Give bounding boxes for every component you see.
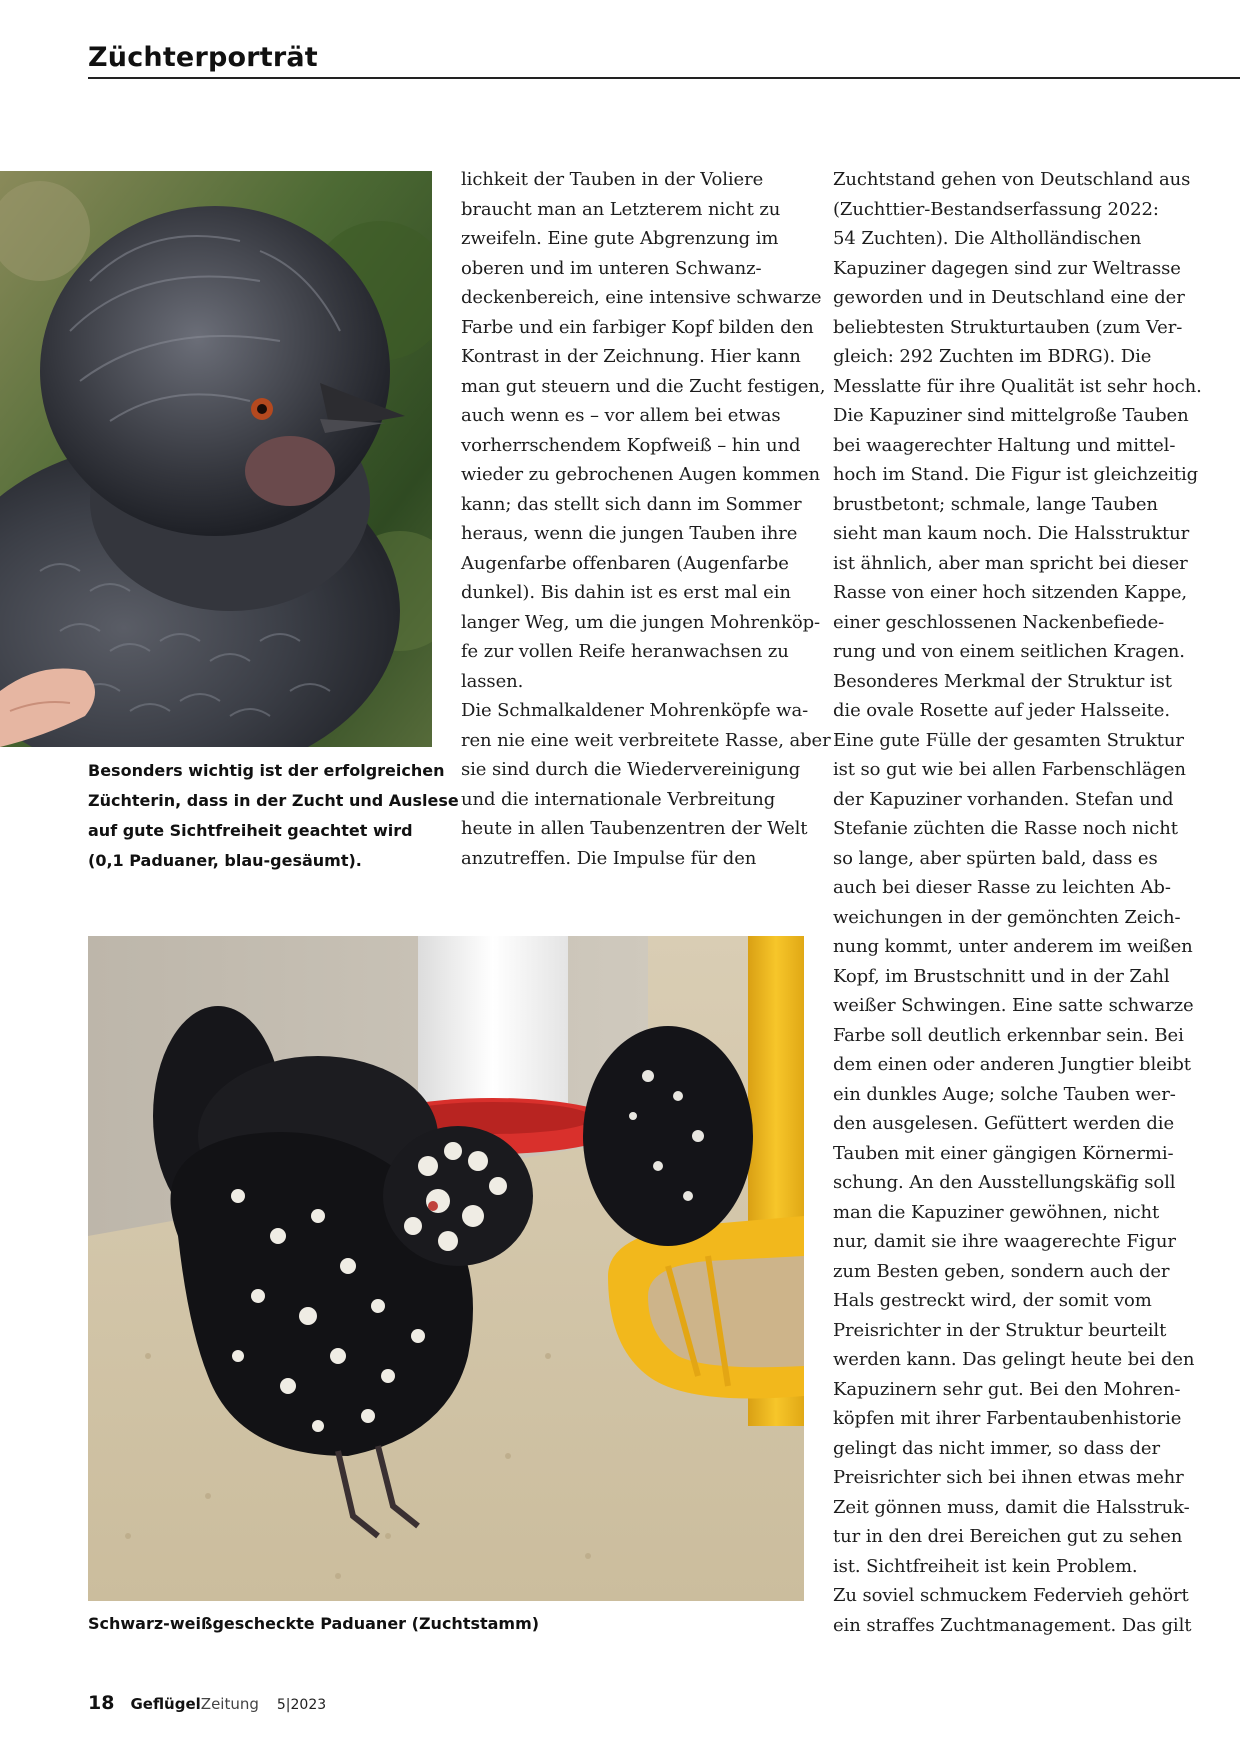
text-line: die ovale Rosette auf jeder Halsseite. bbox=[833, 700, 1170, 721]
text-line: Zeit gönnen muss, damit die Halsstruk- bbox=[833, 1496, 1190, 1518]
text-line: fe zur vollen Reife heranwachsen zu bbox=[461, 641, 789, 662]
text-line: sie sind durch die Wiedervereinigung bbox=[461, 759, 801, 780]
caption-top bbox=[88, 756, 459, 876]
text-line: Hals gestreckt wird, der somit vom bbox=[833, 1290, 1152, 1311]
text-line: Kopf, im Brustschnitt und in der Zahl bbox=[833, 965, 1170, 987]
text-line: anzutreffen. Die Impulse für den bbox=[461, 847, 757, 869]
text-line: 54 Zuchten). Die Altholländischen bbox=[833, 228, 1142, 249]
text-line: Kapuziner dagegen sind zur Weltrasse bbox=[833, 257, 1181, 279]
text-line: Besonderes Merkmal der Struktur ist bbox=[833, 670, 1172, 692]
text-line: auch wenn es – vor allem bei etwas bbox=[461, 405, 781, 426]
text-line: köpfen mit ihrer Farbentaubenhistorie bbox=[833, 1408, 1182, 1429]
text-line: zum Besten geben, sondern auch der bbox=[833, 1260, 1170, 1282]
page-footer bbox=[88, 1692, 326, 1714]
text-line: Kapuzinern sehr gut. Bei den Mohren- bbox=[833, 1378, 1181, 1400]
text-line: vorherrschendem Kopfweiß – hin und bbox=[461, 434, 801, 456]
text-line: Stefanie züchten die Rasse noch nicht bbox=[833, 818, 1178, 839]
caption-line: (0,1 Paduaner, blau-gesäumt). bbox=[88, 851, 362, 870]
text-line: braucht man an Letzterem nicht zu bbox=[461, 198, 781, 220]
paduaner-mottled-illustration bbox=[88, 936, 804, 1601]
caption-line: Schwarz-weißgescheckte Paduaner (Zuchtstamm) bbox=[88, 1614, 540, 1633]
text-line: so lange, aber spürten bald, dass es bbox=[833, 847, 1158, 869]
text-line: Farbe und ein farbiger Kopf bilden den bbox=[461, 316, 814, 338]
text-line: Messlatte für ihre Qualität ist sehr hoch. bbox=[833, 375, 1202, 397]
caption-line: Züchterin, dass in der Zucht und Auslese bbox=[88, 791, 459, 810]
text-line: man gut steuern und die Zucht festigen, bbox=[461, 375, 826, 397]
text-line: weichungen in der gemönchten Zeich- bbox=[833, 906, 1181, 928]
text-line: langer Weg, um die jungen Mohrenköp- bbox=[461, 611, 820, 633]
text-line: Die Kapuziner sind mittelgroße Tauben bbox=[833, 405, 1189, 426]
magazine-name-bold: Geflügel bbox=[130, 1695, 201, 1713]
text-line: Preisrichter in der Struktur beurteilt bbox=[833, 1319, 1167, 1341]
text-line: sieht man kaum noch. Die Halsstruktur bbox=[833, 523, 1190, 544]
text-line: Die Schmalkaldener Mohrenköpfe wa- bbox=[461, 700, 809, 721]
article-column-middle bbox=[461, 165, 831, 873]
text-line: brustbetont; schmale, lange Tauben bbox=[833, 493, 1158, 515]
text-line: weißer Schwingen. Eine satte schwarze bbox=[833, 995, 1194, 1016]
caption-line: auf gute Sichtfreiheit geachtet wird bbox=[88, 821, 413, 840]
magazine-name-light: Zeitung bbox=[200, 1695, 259, 1713]
text-line: gleich: 292 Zuchten im BDRG). Die bbox=[833, 346, 1152, 367]
text-line: geworden und in Deutschland eine der bbox=[833, 287, 1185, 308]
text-line: nung kommt, unter anderem im weißen bbox=[833, 936, 1193, 957]
text-line: Eine gute Fülle der gesamten Struktur bbox=[833, 729, 1184, 751]
text-line: Preisrichter sich bei ihnen etwas mehr bbox=[833, 1467, 1184, 1488]
text-line: auch bei dieser Rasse zu leichten Ab- bbox=[833, 877, 1171, 898]
text-line: Zu soviel schmuckem Federvieh gehört bbox=[833, 1585, 1189, 1606]
paduaner-blue-illustration bbox=[0, 171, 432, 747]
text-line: bei waagerechter Haltung und mittel- bbox=[833, 434, 1176, 456]
text-line: dem einen oder anderen Jungtier bleibt bbox=[833, 1054, 1191, 1075]
text-line: Farbe soll deutlich erkennbar sein. Bei bbox=[833, 1024, 1184, 1046]
text-line: ist so gut wie bei allen Farbenschlägen bbox=[833, 759, 1186, 780]
text-line: ein dunkles Auge; solche Tauben wer- bbox=[833, 1083, 1176, 1105]
text-line: Rasse von einer hoch sitzenden Kappe, bbox=[833, 582, 1188, 603]
text-line: dunkel). Bis dahin ist es erst mal ein bbox=[461, 582, 791, 603]
text-line: wieder zu gebrochenen Augen kommen bbox=[461, 464, 820, 485]
text-line: Zuchtstand gehen von Deutschland aus bbox=[833, 169, 1191, 190]
section-title: Züchterporträt bbox=[88, 42, 318, 73]
photo-paduaner-blue bbox=[0, 171, 432, 747]
photo-paduaner-mottled bbox=[88, 936, 804, 1601]
text-line: oberen und im unteren Schwanz- bbox=[461, 257, 762, 279]
text-line: einer geschlossenen Nackenbefiede- bbox=[833, 611, 1165, 633]
text-line: kann; das stellt sich dann im Sommer bbox=[461, 493, 802, 515]
header-rule bbox=[88, 77, 1240, 79]
text-line: lassen. bbox=[461, 670, 524, 692]
article-column-right bbox=[833, 165, 1202, 1640]
caption-line: Besonders wichtig ist der erfolgreichen bbox=[88, 761, 445, 780]
text-line: werden kann. Das gelingt heute bei den bbox=[833, 1349, 1195, 1370]
caption-bottom bbox=[88, 1609, 788, 1639]
text-line: der Kapuziner vorhanden. Stefan und bbox=[833, 788, 1174, 810]
text-line: lichkeit der Tauben in der Voliere bbox=[461, 169, 764, 190]
text-line: ein straffes Zuchtmanagement. Das gilt bbox=[833, 1614, 1192, 1636]
text-line: nur, damit sie ihre waagerechte Figur bbox=[833, 1231, 1176, 1252]
text-line: ist. Sichtfreiheit ist kein Problem. bbox=[833, 1555, 1138, 1577]
text-line: heute in allen Taubenzentren der Welt bbox=[461, 818, 808, 839]
text-line: (Zuchttier-Bestandserfassung 2022: bbox=[833, 198, 1159, 220]
text-line: tur in den drei Bereichen gut zu sehen bbox=[833, 1526, 1183, 1547]
page-number: 18 bbox=[88, 1692, 115, 1714]
text-line: zweifeln. Eine gute Abgrenzung im bbox=[461, 228, 779, 249]
text-line: deckenbereich, eine intensive schwarze bbox=[461, 287, 822, 308]
text-line: beliebtesten Strukturtauben (zum Ver- bbox=[833, 316, 1183, 338]
text-line: heraus, wenn die jungen Tauben ihre bbox=[461, 523, 798, 544]
text-line: rung und von einem seitlichen Kragen. bbox=[833, 641, 1185, 662]
text-line: man die Kapuziner gewöhnen, nicht bbox=[833, 1201, 1160, 1223]
text-line: schung. An den Ausstellungskäfig soll bbox=[833, 1172, 1176, 1193]
text-line: den ausgelesen. Gefüttert werden die bbox=[833, 1113, 1175, 1134]
text-line: ist ähnlich, aber man spricht bei dieser bbox=[833, 552, 1188, 574]
text-line: ren nie eine weit verbreitete Rasse, aber bbox=[461, 729, 831, 751]
text-line: und die internationale Verbreitung bbox=[461, 788, 776, 810]
issue-number: 5|2023 bbox=[276, 1697, 327, 1713]
text-line: Kontrast in der Zeichnung. Hier kann bbox=[461, 346, 801, 367]
text-line: Tauben mit einer gängigen Körnermi- bbox=[833, 1142, 1174, 1164]
text-line: gelingt das nicht immer, so dass der bbox=[833, 1437, 1160, 1459]
text-line: Augenfarbe offenbaren (Augenfarbe bbox=[461, 552, 789, 574]
text-line: hoch im Stand. Die Figur ist gleichzeitig bbox=[833, 464, 1199, 485]
